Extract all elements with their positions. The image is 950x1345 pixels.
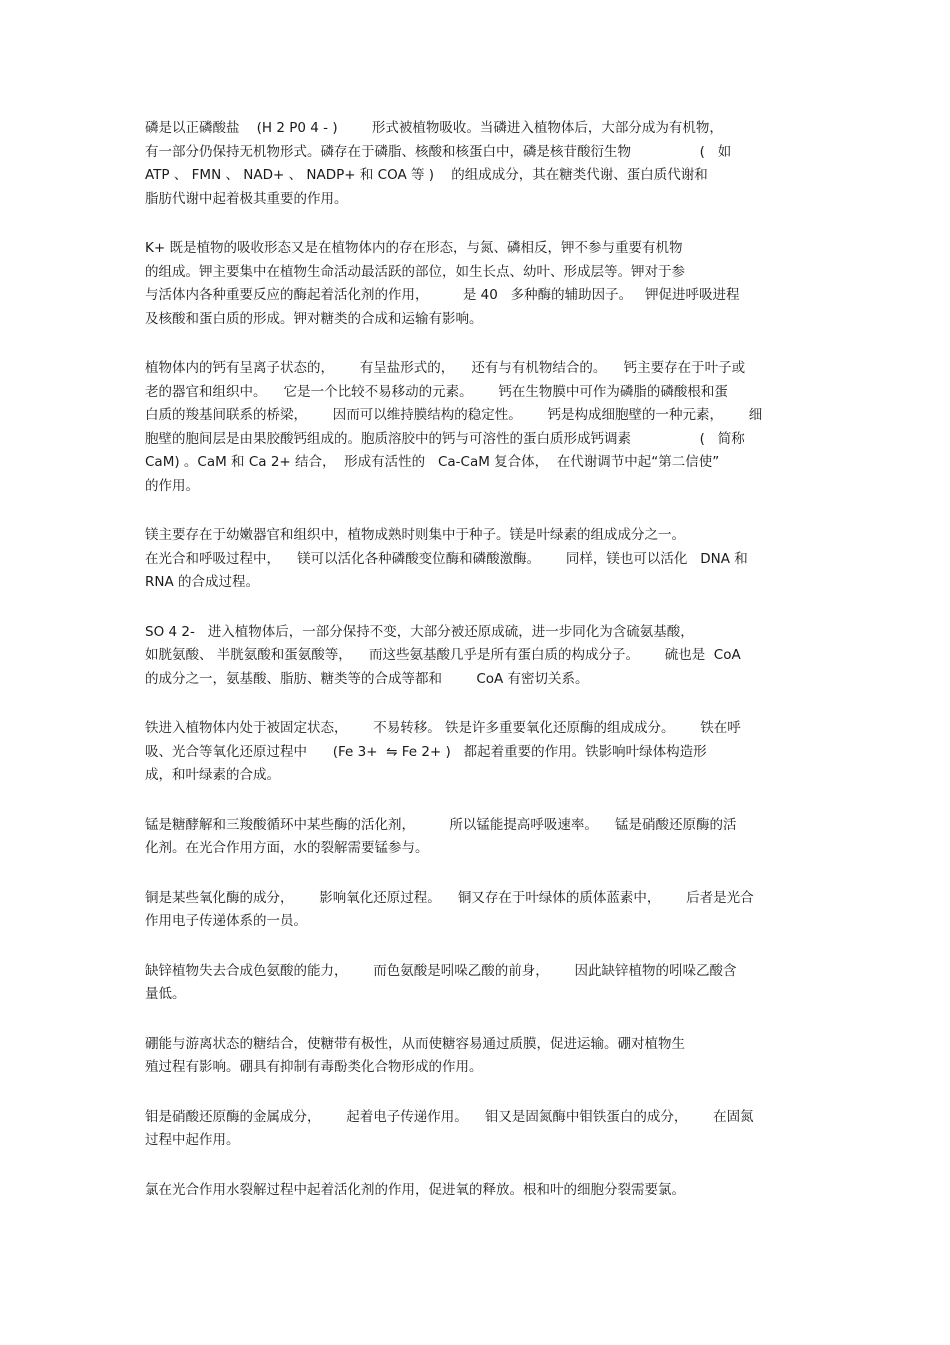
text-line: 胞壁的胞间层是由果胶酸钙组成的。胞质溶胶中的钙与可溶性的蛋白质形成钙调素 ( 简称: [145, 430, 745, 447]
paragraph-zinc: [145, 960, 815, 1007]
text-line: CaM) 。CaM 和 Ca 2+ 结合， 形成有活性的 Ca-CaM 复合体， 在代谢调节中起“第二信使”: [145, 454, 720, 470]
paragraph-phosphorus: [145, 117, 815, 211]
text-line: ATP 、 FMN 、 NAD+ 、 NADP+ 和 COA 等 ) 的组成成分，其在糖类代谢、蛋白质代谢和: [145, 167, 708, 183]
text-line: 锰是糖酵解和三羧酸循环中某些酶的活化剂， 所以锰能提高呼吸速率。 锰是硝酸还原酶的活: [145, 816, 737, 833]
text-line: 铜是某些氧化酶的成分， 影响氧化还原过程。 铜又存在于叶绿体的质体蓝素中， 后者是光合: [145, 889, 754, 906]
text-line: 铁进入植物体内处于被固定状态， 不易转移。 铁是许多重要氧化还原酶的组成成分。 铁在呼: [145, 720, 741, 736]
text-line: 与活体内各种重要反应的酶起着活化剂的作用， 是 40 多种酶的辅助因子。 钾促进呼吸进程: [145, 287, 740, 303]
paragraph-chlorine: [145, 1179, 815, 1203]
paragraph-molybdenum: [145, 1106, 815, 1153]
text-line: 及核酸和蛋白质的形成。钾对糖类的合成和运输有影响。: [145, 310, 483, 327]
text-line: 作用电子传递体系的一员。: [145, 913, 307, 929]
paragraph-magnesium: [145, 524, 815, 595]
text-line: 在光合和呼吸过程中， 镁可以活化各种磷酸变位酶和磷酸激酶。 同样，镁也可以活化 DNA 和: [145, 550, 748, 567]
text-line: 钼是硝酸还原酶的金属成分， 起着电子传递作用。 钼又是固氮酶中钼铁蛋白的成分， 在固氮: [145, 1108, 754, 1125]
text-line: 镁主要存在于幼嫩器官和组织中，植物成熟时则集中于种子。镁是叶绿素的组成成分之一。: [145, 527, 685, 543]
text-line: 过程中起作用。: [145, 1132, 240, 1148]
text-line: 有一部分仍保持无机物形式。磷存在于磷脂、核酸和核蛋白中，磷是核苷酸衍生物 ( 如: [145, 143, 732, 160]
text-line: 成，和叶绿素的合成。: [145, 767, 280, 783]
text-line: K+ 既是植物的吸收形态又是在植物体内的存在形态，与氮、磷相反，钾不参与重要有机物: [145, 240, 683, 256]
paragraph-calcium: [145, 357, 815, 498]
text-line: 老的器官和组织中。 它是一个比较不易移动的元素。 钙在生物膜中可作为磷脂的磷酸根和蛋: [145, 383, 728, 400]
text-line: SO 4 2- 进入植物体后，一部分保持不变，大部分被还原成硫，进一步同化为含硫氨基酸，: [145, 623, 694, 640]
text-line: 殖过程有影响。硼具有抑制有毒酚类化合物形成的作用。: [145, 1059, 483, 1075]
text-line: 缺锌植物失去合成色氨酸的能力， 而色氨酸是吲哚乙酸的前身， 因此缺锌植物的吲哚乙酸含: [145, 962, 737, 979]
text-line: 吸、光合等氧化还原过程中 (Fe 3+ ⇋ Fe 2+ ) 都起着重要的作用。铁影响叶绿体构造形: [145, 743, 707, 760]
text-line: RNA 的合成过程。: [145, 574, 260, 590]
paragraph-copper: [145, 887, 815, 934]
paragraph-boron: [145, 1033, 815, 1080]
paragraph-iron: [145, 717, 815, 788]
text-line: 如胱氨酸、 半胱氨酸和蛋氨酸等， 而这些氨基酸几乎是所有蛋白质的构成分子。 硫也是 CoA: [145, 647, 741, 663]
text-line: 硼能与游离状态的糖结合，使糖带有极性，从而使糖容易通过质膜，促进运输。硼对植物生: [145, 1035, 685, 1052]
text-line: 的成分之一，氨基酸、脂肪、糖类等的合成等都和 CoA 有密切关系。: [145, 670, 589, 687]
text-line: 氯在光合作用水裂解过程中起着活化剂的作用，促进氧的释放。根和叶的细胞分裂需要氯。: [145, 1181, 685, 1198]
paragraph-sulfur: [145, 621, 815, 692]
document-body: [145, 117, 815, 1228]
text-line: 的组成。钾主要集中在植物生命活动最活跃的部位，如生长点、幼叶、形成层等。钾对于参: [145, 263, 685, 280]
text-line: 的作用。: [145, 477, 199, 494]
text-line: 白质的羧基间联系的桥梁， 因而可以维持膜结构的稳定性。 钙是构成细胞壁的一种元素， 细: [145, 407, 763, 423]
text-line: 脂肪代谢中起着极其重要的作用。: [145, 190, 348, 207]
text-line: 量低。: [145, 986, 186, 1002]
text-line: 植物体内的钙有呈离子状态的， 有呈盐形式的， 还有与有机物结合的。 钙主要存在于叶子或: [145, 360, 746, 376]
paragraph-manganese: [145, 814, 815, 861]
paragraph-potassium: [145, 237, 815, 331]
text-line: 化剂。在光合作用方面，水的裂解需要锰参与。: [145, 840, 429, 856]
text-line: 磷是以正磷酸盐 (H 2 P0 4 - ) 形式被植物吸收。当磷进入植物体后，大部分成为有机物，: [145, 120, 723, 136]
